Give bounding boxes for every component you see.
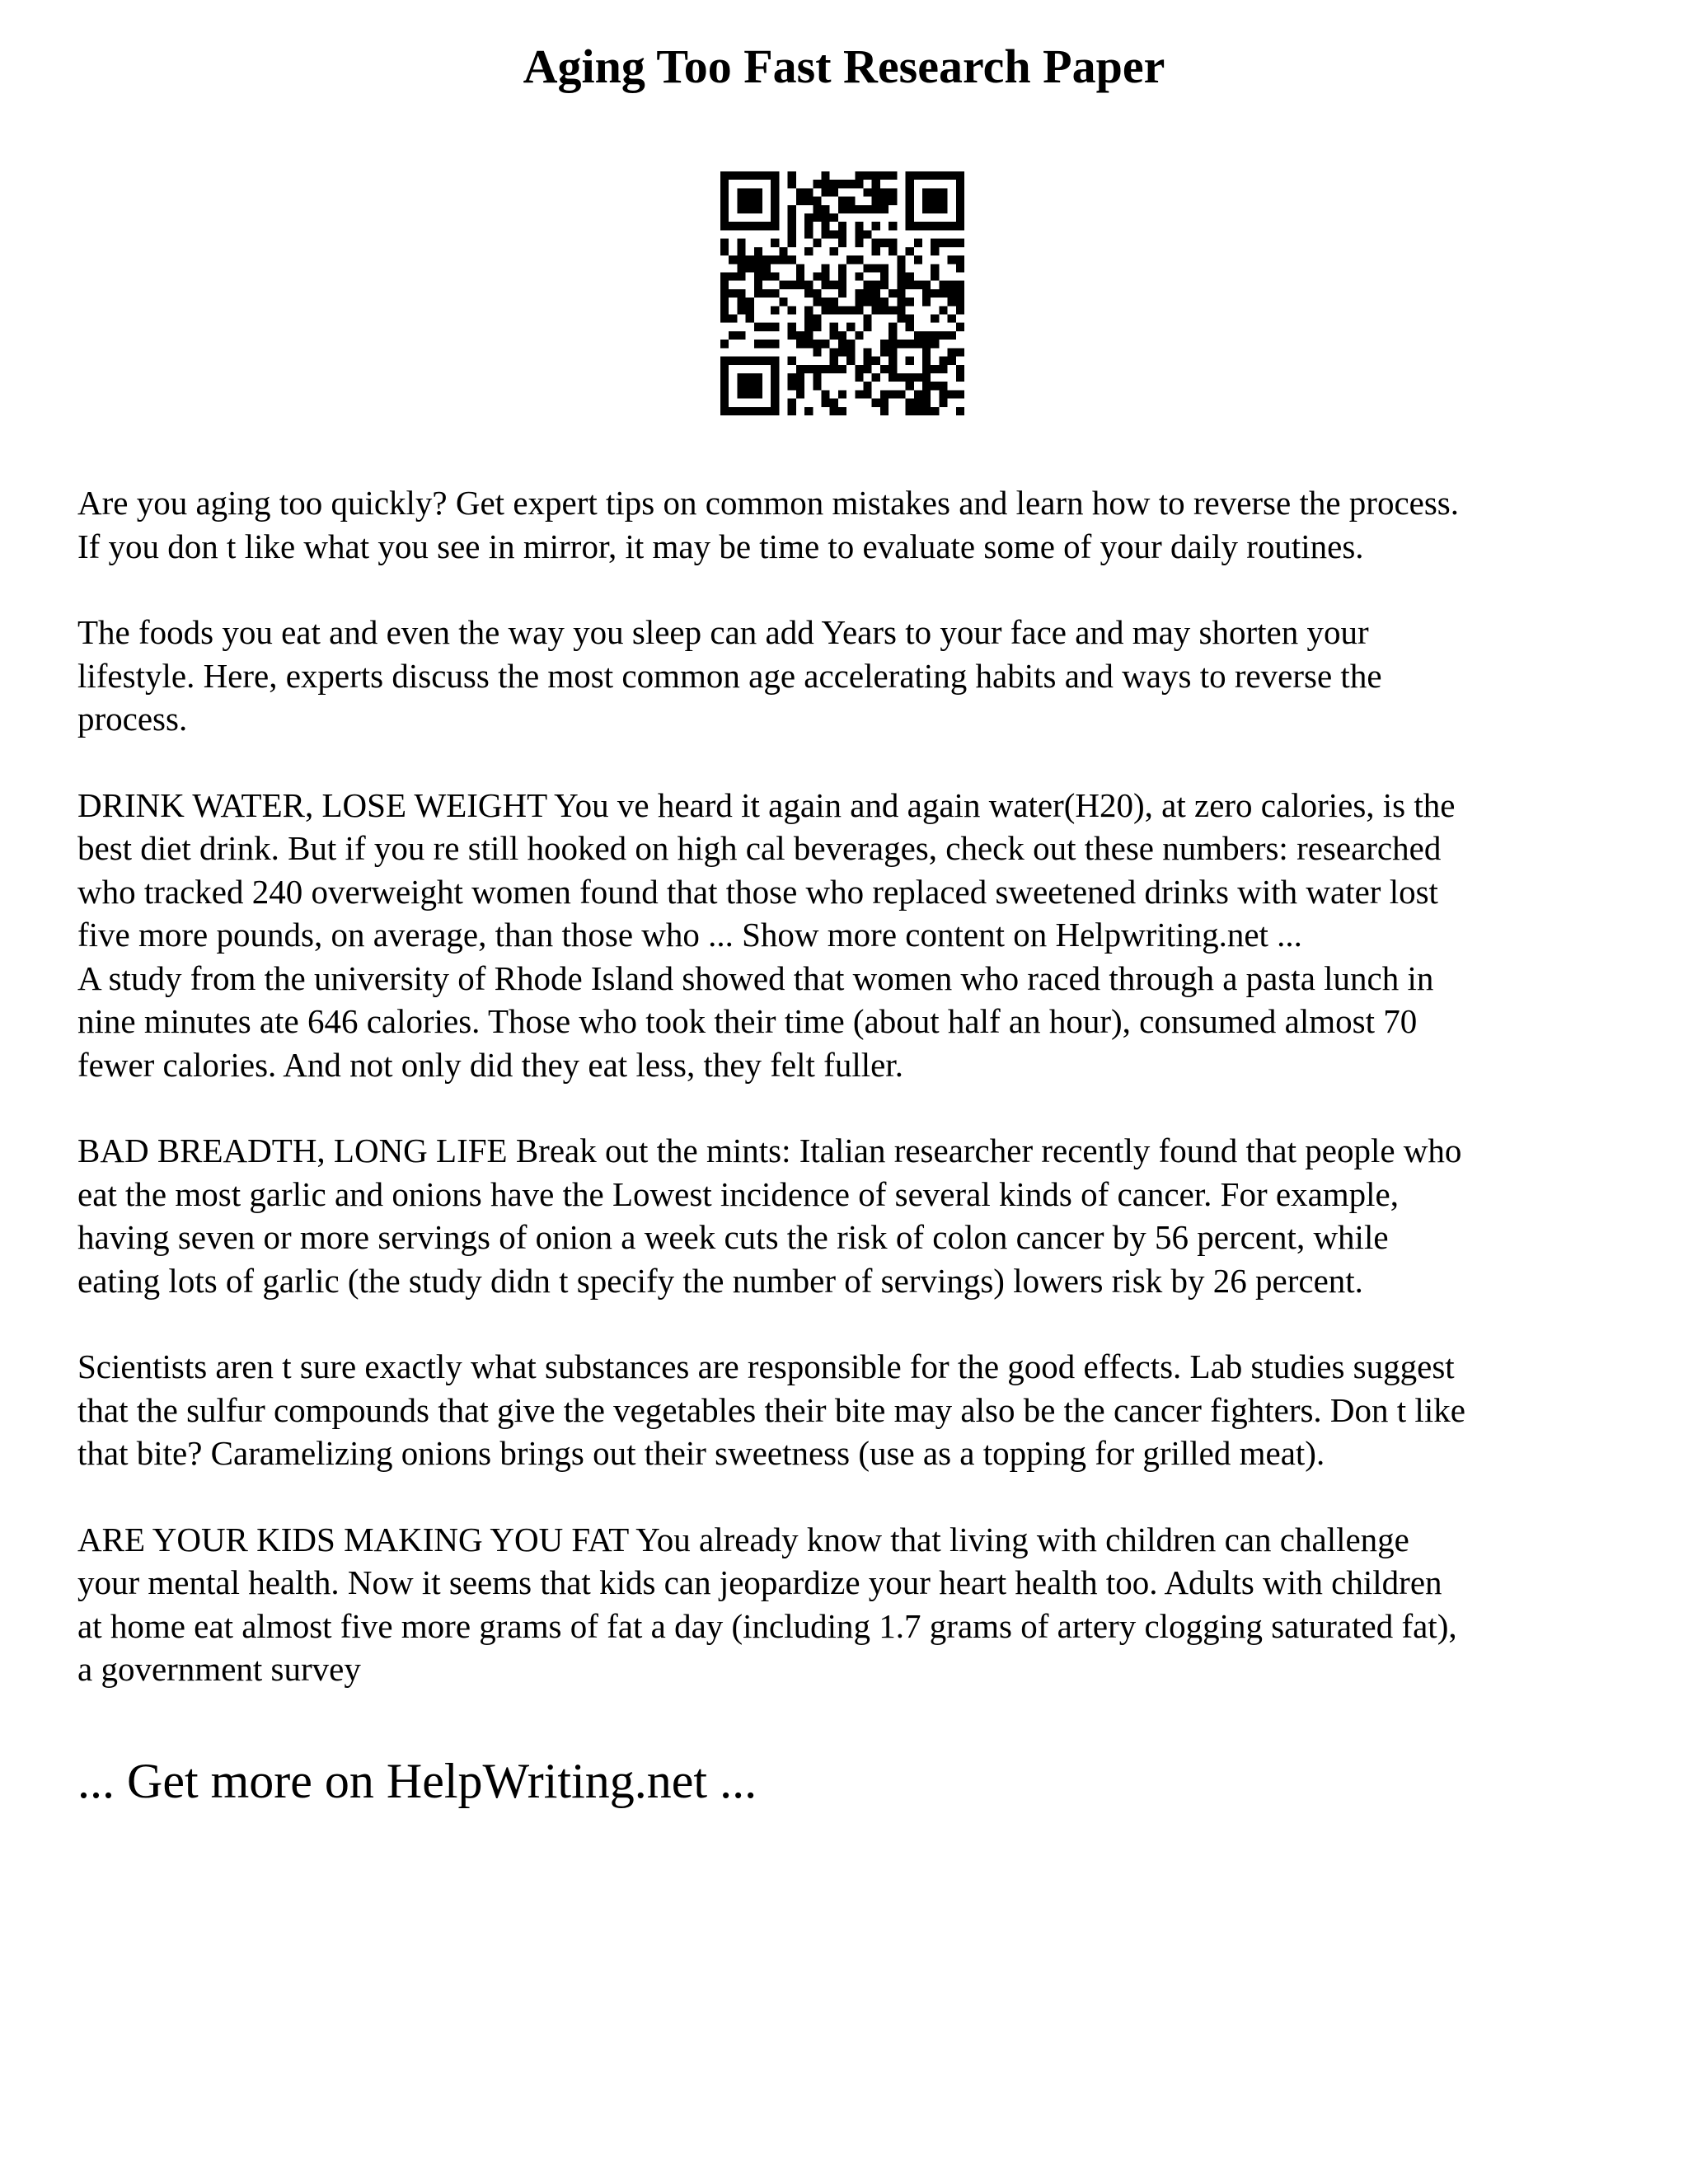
text-line: Scientists aren t sure exactly what substances are responsible for the good effects. Lab studies suggest bbox=[77, 1347, 1455, 1385]
paragraph-scientists bbox=[77, 1345, 1643, 1475]
text-line: who tracked 240 overweight women found that those who replaced sweetened drinks with water lost bbox=[77, 872, 1438, 911]
text-line: that bite? Caramelizing onions brings out their sweetness (use as a topping for grilled meat). bbox=[77, 1434, 1325, 1472]
paragraph-drink-water bbox=[77, 784, 1643, 1087]
text-line: eating lots of garlic (the study didn t specify the number of servings) lowers risk by 26 percent. bbox=[77, 1261, 1363, 1300]
paragraph-bad-breadth bbox=[77, 1129, 1643, 1302]
text-line: your mental health. Now it seems that kids can jeopardize your heart health too. Adults with children bbox=[77, 1563, 1442, 1601]
text-line: Are you aging too quickly? Get expert tips on common mistakes and learn how to reverse the process. bbox=[77, 484, 1459, 522]
text-line: having seven or more servings of onion a week cuts the risk of colon cancer by 56 percent, while bbox=[77, 1218, 1389, 1256]
text-line: five more pounds, on average, than those who ... Show more content on Helpwriting.net ... bbox=[77, 916, 1302, 954]
text-line: ARE YOUR KIDS MAKING YOU FAT You already know that living with children can challenge bbox=[77, 1520, 1409, 1558]
text-line: a government survey bbox=[77, 1650, 361, 1688]
text-line: that the sulfur compounds that give the vegetables their bite may also be the cancer fighters. Don t like bbox=[77, 1390, 1465, 1429]
paragraph-foods bbox=[77, 611, 1643, 741]
qr-code-icon bbox=[720, 171, 964, 415]
text-line: BAD BREADTH, LONG LIFE Break out the mints: Italian researcher recently found that people who bbox=[77, 1132, 1462, 1169]
text-line: at home eat almost five more grams of fat a day (including 1.7 grams of artery clogging saturated fat), bbox=[77, 1606, 1457, 1645]
text-line: A study from the university of Rhode Island showed that women who raced through a pasta lunch in bbox=[77, 958, 1434, 997]
article-body bbox=[77, 481, 1643, 1691]
text-line: eat the most garlic and onions have the Lowest incidence of several kinds of cancer. For example, bbox=[77, 1174, 1400, 1213]
text-line: lifestyle. Here, experts discuss the most common age accelerating habits and ways to reverse the bbox=[77, 656, 1382, 695]
text-line: The foods you eat and even the way you sleep can add Years to your face and may shorten your bbox=[77, 613, 1369, 651]
text-line: nine minutes ate 646 calories. Those who took their time (about half an hour), consumed almost 70 bbox=[77, 1002, 1418, 1040]
text-line: fewer calories. And not only did they eat less, they felt fuller. bbox=[77, 1045, 903, 1084]
text-line: best diet drink. But if you re still hooked on high cal beverages, check out these numbers: researched bbox=[77, 829, 1442, 867]
text-line: If you don t like what you see in mirror, it may be time to evaluate some of your daily routines. bbox=[77, 527, 1364, 565]
text-line: DRINK WATER, LOSE WEIGHT You ve heard it again and again water(H20), at zero calories, is the bbox=[77, 785, 1456, 824]
paragraph-intro bbox=[77, 481, 1643, 568]
get-more-link[interactable]: ... Get more on HelpWriting.net ... bbox=[77, 1754, 757, 1808]
paragraph-kids bbox=[77, 1518, 1643, 1691]
text-line: process. bbox=[77, 700, 188, 738]
document-title: Aging Too Fast Research Paper bbox=[523, 40, 1165, 93]
